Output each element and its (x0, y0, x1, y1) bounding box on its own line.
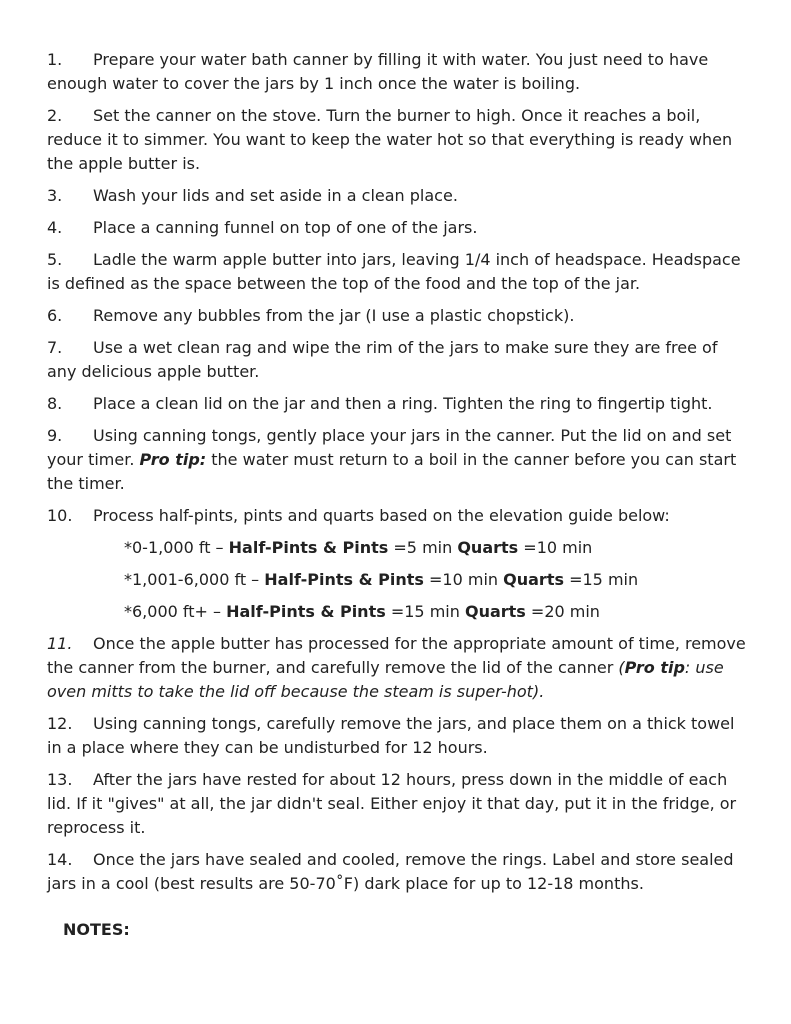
step-text-continued: the water must return to a boil in the canner before you can start the timer. (47, 450, 737, 493)
step-text: Use a wet clean rag and wipe the rim of the jars to make sure they are free of any delicious apple butter. (47, 338, 718, 381)
step-13 (47, 768, 747, 840)
step-text: Place a clean lid on the jar and then a ring. Tighten the ring to fingertip tight. (93, 394, 713, 413)
notes-heading: NOTES: (63, 920, 130, 939)
pro-tip-label: Pro tip: (139, 450, 207, 469)
pints-time: =5 min (393, 538, 453, 557)
step-4 (47, 216, 747, 240)
elevation-guide-row-3 (124, 600, 747, 624)
pints-time: =15 min (390, 602, 460, 621)
step-text-continued: : use oven mitts to take the lid off because the steam is super-hot). (47, 658, 724, 701)
step-1 (47, 48, 747, 96)
step-text: After the jars have rested for about 12 hours, press down in the middle of each lid. If it "gives" at all, the jar didn't seal. Either enjoy it that day, put it in the fridge, or reprocess it. (47, 770, 737, 837)
step-number: 2. (47, 106, 63, 125)
quarts-time: =10 min (523, 538, 593, 557)
step-3 (47, 184, 747, 208)
step-number: 7. (47, 338, 63, 357)
step-8 (47, 392, 747, 416)
step-number: 11. (47, 634, 73, 653)
quarts-label: Quarts (503, 570, 564, 589)
step-text: Ladle the warm apple butter into jars, leaving 1/4 inch of headspace. Headspace is defined as the space between the top of the food and the top of the jar. (47, 250, 741, 293)
paren-open: ( (618, 658, 625, 677)
step-number: 12. (47, 714, 73, 733)
step-number: 4. (47, 218, 63, 237)
step-text: Place a canning funnel on top of one of the jars. (93, 218, 478, 237)
step-6 (47, 304, 747, 328)
quarts-label: Quarts (457, 538, 519, 557)
quarts-time: =15 min (569, 570, 639, 589)
elevation-range: *0-1,000 ft – (124, 538, 224, 557)
step-number: 10. (47, 506, 73, 525)
elevation-guide-row-2 (124, 568, 747, 592)
step-text: Remove any bubbles from the jar (I use a plastic chopstick). (93, 306, 575, 325)
step-number: 8. (47, 394, 63, 413)
quarts-label: Quarts (464, 602, 526, 621)
step-text: Once the jars have sealed and cooled, remove the rings. Label and store sealed jars in a cool (best results are 50-70˚F) dark place for up to 12-18 months. (47, 850, 734, 893)
pints-label: Half-Pints & Pints (226, 602, 386, 621)
step-11 (47, 632, 747, 704)
step-number: 9. (47, 426, 63, 445)
pro-tip-label: Pro tip (624, 658, 685, 677)
quarts-time: =20 min (530, 602, 600, 621)
pints-time: =10 min (429, 570, 499, 589)
step-2 (47, 104, 747, 176)
step-number: 5. (47, 250, 63, 269)
step-text: Set the canner on the stove. Turn the burner to high. Once it reaches a boil, reduce it to simmer. You want to keep the water hot so that everything is ready when the apple butter is. (47, 106, 733, 173)
step-number: 3. (47, 186, 63, 205)
step-text: Using canning tongs, gently place your jars in the canner. Put the lid on and set your timer. (47, 426, 732, 469)
step-5 (47, 248, 747, 296)
elevation-range: *1,001-6,000 ft – (124, 570, 260, 589)
step-text: Prepare your water bath canner by filling it with water. You just need to have enough water to cover the jars by 1 inch once the water is boiling. (47, 50, 709, 93)
elevation-range: *6,000 ft+ – (124, 602, 222, 621)
pints-label: Half-Pints & Pints (264, 570, 424, 589)
pints-label: Half-Pints & Pints (228, 538, 389, 557)
elevation-guide-row-1 (124, 536, 747, 560)
step-number: 14. (47, 850, 73, 869)
step-7 (47, 336, 747, 384)
step-number: 1. (47, 50, 63, 69)
step-number: 6. (47, 306, 63, 325)
step-text: Using canning tongs, carefully remove the jars, and place them on a thick towel in a place where they can be undisturbed for 12 hours. (47, 714, 735, 757)
step-12 (47, 712, 747, 760)
step-number: 13. (47, 770, 73, 789)
step-9 (47, 424, 747, 496)
step-text: Wash your lids and set aside in a clean place. (93, 186, 458, 205)
step-14 (47, 848, 747, 896)
step-text: Process half-pints, pints and quarts based on the elevation guide below: (93, 506, 670, 525)
step-text: Once the apple butter has processed for the appropriate amount of time, remove the canner from the burner, and carefully remove the lid of the canner (47, 634, 746, 677)
step-10 (47, 504, 747, 528)
instructions-list (47, 48, 747, 904)
